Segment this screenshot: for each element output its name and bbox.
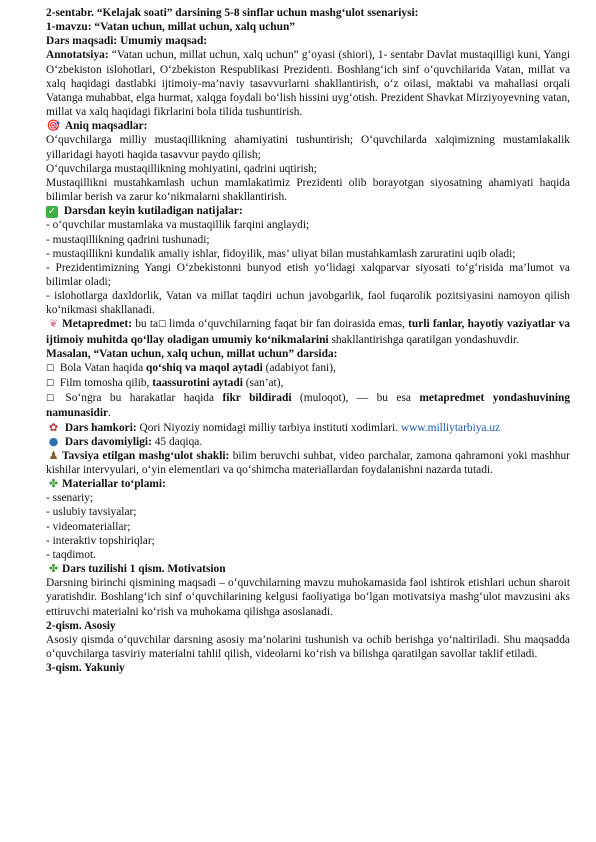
aim-item: Mustaqillikni mustahkamlash uchun mamlakatimiz Prezidenti olib borayotgan siyosatning ahamiyati haqida bilimlar berish va zarur ko‘nikmalarni shakllantirish. bbox=[46, 176, 570, 204]
example-text: Bola Vatan haqida bbox=[57, 361, 146, 374]
material-item: - uslubiy tavsiyalar; bbox=[46, 506, 137, 519]
box-glyph: ☐ bbox=[46, 394, 55, 405]
document-page bbox=[46, 6, 570, 675]
material-item: - interaktiv topshiriqlar; bbox=[46, 534, 155, 547]
example-heading: Masalan, “Vatan uchun, xalq uchun, millat uchun” darsida: bbox=[46, 347, 338, 360]
annotation-paragraph bbox=[46, 48, 570, 119]
example-text: . bbox=[108, 407, 111, 420]
brain-icon: ❦ bbox=[48, 317, 59, 331]
example-text: Film tomosha qilib, bbox=[57, 377, 153, 390]
goal-value: Umumiy maqsad: bbox=[120, 35, 208, 48]
example-text: (san’at), bbox=[242, 377, 284, 390]
results-heading bbox=[46, 204, 570, 218]
speaker-icon: ● bbox=[48, 434, 59, 448]
goal-line: Dars maqsadi: Umumiy maqsad: bbox=[46, 35, 208, 48]
result-item: - Prezidentimizning Yangi O‘zbekistonni bunyod etish yo‘lidagi xalqparvar siyosati to‘g‘risida ma’lumot va bilimlar oladi; bbox=[46, 261, 570, 288]
example-bold: taassurotini aytadi bbox=[152, 377, 243, 390]
example-text: (adabiyot fani), bbox=[262, 361, 336, 374]
result-item: - islohotlarga daxldorlik, Vatan va millat taqdiri uchun javobgarlik, faol fuqarolik pozitsiyasini namoyon qilish ko‘nikmasi shakllanadi. bbox=[46, 290, 570, 317]
partner-website-link[interactable]: www.milliytarbiya.uz bbox=[400, 421, 501, 434]
results-label: Darsdan keyin kutiladigan natijalar: bbox=[63, 205, 243, 218]
example-bold: qo‘shiq va maqol aytadi bbox=[146, 361, 263, 374]
duration-line bbox=[46, 435, 570, 449]
partners-label: Dars hamkori: bbox=[64, 421, 137, 434]
teacher-icon: ♟ bbox=[48, 448, 59, 462]
result-item: - mustaqillikni kundalik amaliy ishlar, fidoyilik, mas’ uliyat bilan mustahkamlash zaruratini uqib oladi; bbox=[46, 247, 516, 260]
form-text: bilim beruvchi suhbat, video parchalar, zamona qahramoni yoki mashhur kishilar intervyulari, o‘yin elementlari va qo‘shimcha materiallardan foydalanishni nazarda tutadi. bbox=[46, 449, 570, 476]
metapredmet-bold: turli fanlar, hayotiy vaziyatlar va ijtimoiy muhitda qo‘llay oladigan umumiy ko‘nikmalarini bbox=[46, 318, 570, 346]
result-item: - mustaqillikning qadrini tushunadi; bbox=[46, 233, 210, 246]
box-glyph: ☐ bbox=[46, 363, 55, 374]
aims-heading bbox=[46, 119, 570, 133]
puzzle-icon: ✤ bbox=[48, 562, 59, 576]
structure-label: Dars tuzilishi 1 qism. Motivatsion bbox=[62, 563, 226, 576]
material-item: - taqdimot. bbox=[46, 548, 96, 561]
structure-heading bbox=[46, 562, 570, 576]
annotation-label: Annotatsiya: bbox=[46, 49, 109, 62]
goal-label: Dars maqsadi bbox=[46, 35, 114, 48]
example-item bbox=[46, 391, 570, 420]
partners-text: Qori Niyoziy nomidagi milliy tarbiya instituti xodimlari. bbox=[136, 421, 401, 434]
lesson-topic: 1-mavzu: “Vatan uchun, millat uchun, xalq uchun” bbox=[46, 21, 295, 34]
metapredmet-text: limda o‘quvchilarning faqat bir fan doirasida emas, bbox=[169, 318, 409, 331]
form-label: Tavsiya etilgan mashg‘ulot shakli: bbox=[62, 449, 230, 462]
example-item bbox=[46, 376, 570, 391]
target-icon: 🎯 bbox=[46, 119, 61, 133]
example-bold: metapredmet yondashuvining namunasidir bbox=[46, 392, 571, 420]
metapredmet-text: shakllantirishga qaratilgan yondashuvdir. bbox=[328, 333, 520, 346]
metapredmet-paragraph bbox=[46, 317, 570, 346]
duration-label: Dars davomiyligi: bbox=[64, 435, 152, 448]
aim-item: O‘quvchilarga milliy mustaqillikning ahamiyatini tushuntirish; O‘quvchilarda xalqimizning mustamlakalik yillaridagi hayoti haqida tasavvur paydo qilish; bbox=[46, 134, 570, 161]
structure-text: Darsning birinchi qismining maqsadi – o‘quvchilarning mavzu muhokamasida faol ishtirok etishlari uchun sharoit yaratishdir. Boshlang‘ich sinf o‘quvchilarining kelgusi faoliyatiga bo‘lgan motivatsiya mashg‘ulot mavzusini aks ettiruvchi materialni ko‘rish va muhokama qilishga asoslanadi. bbox=[46, 577, 570, 618]
backpack-icon: ✿ bbox=[48, 420, 59, 434]
materials-heading bbox=[46, 477, 570, 491]
material-item: - ssenariy; bbox=[46, 492, 94, 505]
material-item: - videomateriallar; bbox=[46, 520, 131, 533]
result-item: - o‘quvchilar mustamlaka va mustaqillik farqini anglaydi; bbox=[46, 219, 310, 232]
example-bold: fikr bildiradi bbox=[222, 392, 292, 405]
part2-text: Asosiy qismda o‘quvchilar darsning asosiy ma’nolarini tushunish va ochib berishga yo‘naltiriladi. Shu maqsadda o‘quvchilarga tasviriy materialni tahlil qilish, videolarni ko‘rish va bilishga qaratilgan savollar taklif etiladi. bbox=[46, 633, 570, 661]
metapredmet-label: Metapredmet: bbox=[62, 318, 133, 331]
example-item bbox=[46, 361, 570, 376]
form-paragraph bbox=[46, 449, 570, 477]
box-glyph: ☐ bbox=[46, 379, 55, 390]
check-icon: ✓ bbox=[47, 206, 57, 218]
annotation-text: “Vatan uchun, millat uchun, xalq uchun” g‘oyasi (shiori), 1- sentabr Davlat mustaqilligi kuni, Yangi O‘zbekiston islohotlari, O‘zbekiston Respublikasi Prezidenti. Boshlang‘ich sinf o‘quvchilarida Vatan, millat va xalq haqidagi dastlabki ijtimoiy-ma’naviy tasavvurlarni shakllantirish, o‘z oilasi, maktabi va mahallasi orqali Vatanga muhabbat, elga hurmat, xalqga foydali bo‘lish hissini uyg‘otish. Prezident Shavkat Mirziyoyevning vatan, millat va xalq haqidagi fikrlarini bola tilida tushuntirish. bbox=[46, 49, 570, 119]
example-text: So‘ngra bu harakatlar haqida bbox=[57, 392, 223, 405]
aims-label: Aniq maqsadlar: bbox=[64, 120, 148, 133]
materials-label: Materiallar to‘plami: bbox=[62, 478, 166, 491]
partners-line bbox=[46, 421, 570, 435]
example-text: (muloqot), — bu esa bbox=[291, 392, 420, 405]
document-title: 2-sentabr. “Kelajak soati” darsining 5-8 sinflar uchun mashg‘ulot ssenariysi: bbox=[46, 7, 419, 19]
aim-item: O‘quvchilarga mustaqillikning mohiyatini, qadrini uqtirish; bbox=[46, 162, 317, 175]
duration-text: 45 daqiqa. bbox=[151, 435, 203, 448]
box-glyph: ☐ bbox=[158, 320, 167, 331]
puzzle-icon: ✤ bbox=[48, 477, 59, 491]
part2-heading: 2-qism. Asosiy bbox=[46, 619, 116, 632]
metapredmet-text: bu ta bbox=[132, 318, 159, 331]
part3-heading: 3-qism. Yakuniy bbox=[46, 662, 125, 675]
